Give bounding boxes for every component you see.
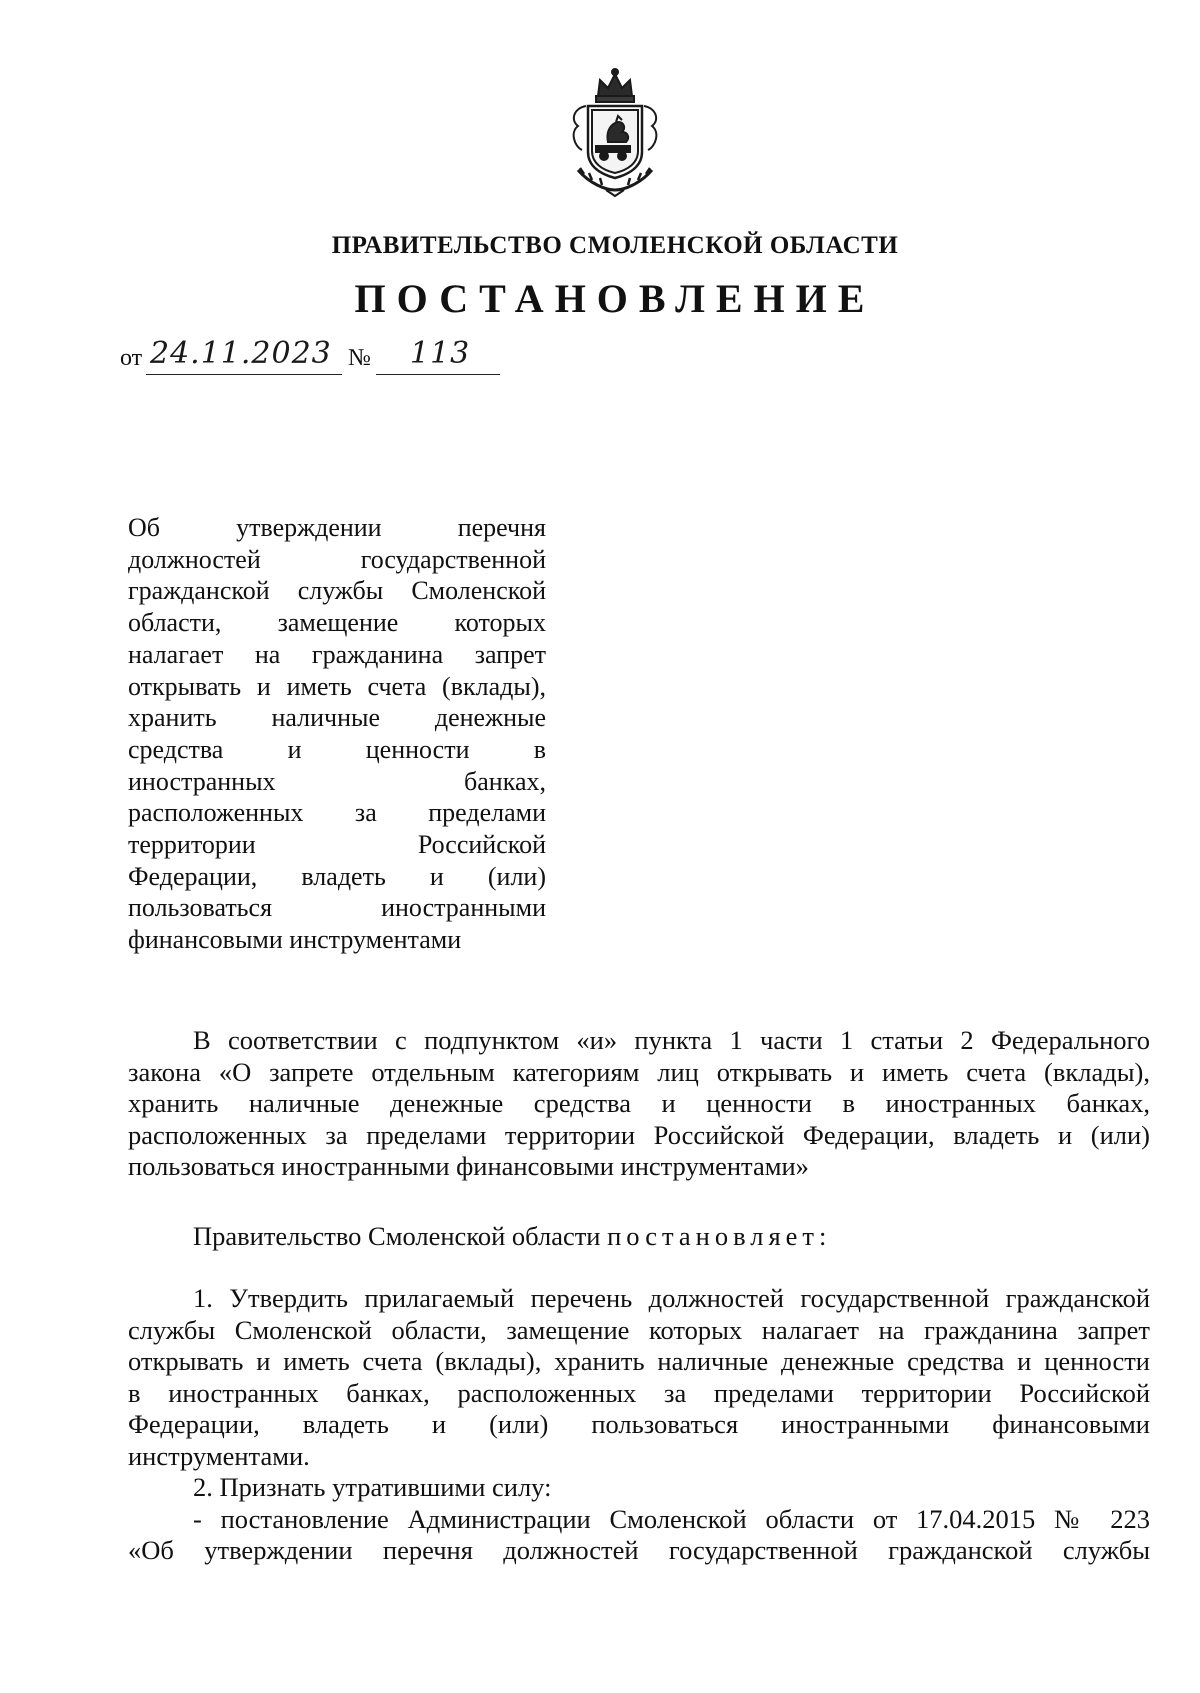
item-1-paragraph <box>128 1283 1150 1472</box>
item-1-line: инструментами. <box>128 1440 310 1471</box>
date-underline <box>146 374 342 375</box>
item-2-paragraph <box>128 1472 1150 1567</box>
handwritten-number: 113 <box>410 336 471 371</box>
subject-line: открывать и иметь счета (вклады), <box>128 671 546 701</box>
subject-line: Об утверждении перечня <box>128 513 546 542</box>
preamble-line: закона «О запрете отдельным категориям лиц открывать и иметь счета (вклады), <box>128 1056 1150 1087</box>
preamble-line: расположенных за пределами территории Российской Федерации, владеть и (или) <box>128 1119 1150 1150</box>
item-1-line: службы Смоленской области, замещение которых налагает на гражданина запрет <box>128 1314 1150 1345</box>
resolves-paragraph <box>128 1221 1150 1253</box>
date-prefix: от <box>120 345 143 371</box>
subject-line: средства и ценности в <box>128 734 546 764</box>
subject-line: налагает на гражданина запрет <box>128 639 546 669</box>
item-2-title: 2. Признать утратившими силу: <box>193 1472 552 1502</box>
document-type-title: ПОСТАНОВЛЕНИЕ <box>354 276 876 321</box>
subject-line: области, замещение которых <box>128 608 546 638</box>
subject-block <box>128 512 546 956</box>
preamble-paragraph <box>128 1025 1150 1183</box>
subject-line: должностей государственной <box>128 544 546 574</box>
subject-line: пользоваться иностранными <box>128 893 546 923</box>
subject-line: иностранных банках, <box>128 766 546 796</box>
number-underline <box>376 374 500 375</box>
number-sign: № <box>348 345 371 371</box>
item-1-line: 1. Утвердить прилагаемый перечень должностей государственной гражданской <box>193 1283 1150 1313</box>
item-1-line: открывать и иметь счета (вклады), хранить наличные денежные средства и ценности <box>128 1346 1150 1376</box>
preamble-line: пользоваться иностранными финансовыми инструментами» <box>128 1151 809 1181</box>
preamble-line: В соответствии с подпунктом «и» пункта 1 части 1 статьи 2 Федерального <box>193 1025 1150 1055</box>
date-number-line <box>120 338 540 378</box>
subject-line: расположенных за пределами <box>128 798 546 828</box>
item-1-line: Федерации, владеть и (или) пользоваться иностранными финансовыми <box>128 1409 1150 1439</box>
subject-line: гражданской службы Смоленской <box>128 576 546 606</box>
resolves-prefix: Правительство Смоленской области <box>193 1221 608 1251</box>
subject-line: хранить наличные денежные <box>128 703 546 733</box>
item-2-line: - постановление Администрации Смоленской области от 17.04.2015 № 223 <box>193 1503 1150 1534</box>
resolves-word: постановляет <box>607 1221 819 1251</box>
subject-line: финансовыми инструментами <box>128 925 462 955</box>
subject-line: Федерации, владеть и (или) <box>128 861 546 891</box>
coat-of-arms-emblem <box>556 66 674 198</box>
subject-line: территории Российской <box>128 830 546 860</box>
handwritten-date: 24.11.2023 <box>150 336 332 371</box>
item-2-line: «Об утверждении перечня должностей государственной гражданской службы <box>128 1535 1150 1565</box>
resolves-suffix: : <box>819 1221 827 1251</box>
organization-title: ПРАВИТЕЛЬСТВО СМОЛЕНСКОЙ ОБЛАСТИ <box>331 232 899 259</box>
resolves-line <box>128 1221 1150 1253</box>
item-1-line: в иностранных банках, расположенных за пределами территории Российской <box>128 1377 1150 1408</box>
preamble-line: хранить наличные денежные средства и ценности в иностранных банках, <box>128 1088 1150 1118</box>
